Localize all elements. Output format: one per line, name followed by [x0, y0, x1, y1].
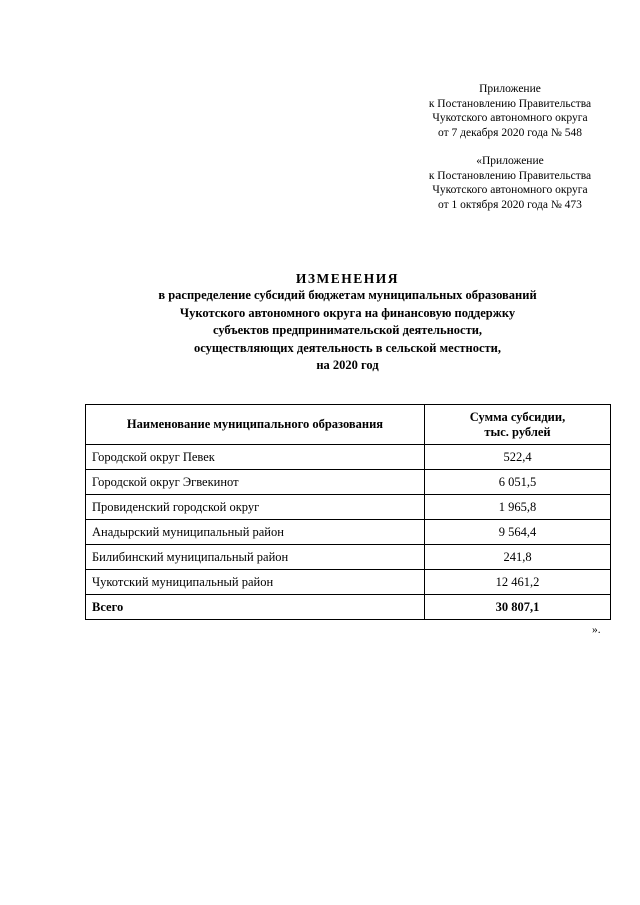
table-total-row	[86, 595, 611, 620]
table-header-row	[86, 405, 611, 445]
municipality-name: Чукотский муниципальный район	[86, 570, 425, 595]
subsidy-amount: 241,8	[425, 545, 611, 570]
total-amount: 30 807,1	[425, 595, 611, 620]
municipality-name: Провиденский городской округ	[86, 495, 425, 520]
subsidy-amount: 12 461,2	[425, 570, 611, 595]
municipality-name: Городской округ Певек	[86, 445, 425, 470]
subsidy-amount: 522,4	[425, 445, 611, 470]
table-row	[86, 570, 611, 595]
annex-line: от 7 декабря 2020 года № 548	[437, 126, 582, 139]
annex-line: Приложение	[479, 83, 541, 95]
municipality-name: Билибинский муниципальный район	[86, 545, 425, 570]
table-row	[86, 495, 611, 520]
municipality-name: Городской округ Эгвекинот	[86, 470, 425, 495]
title-line: в распределение субсидий бюджетам муниципальных образований	[158, 288, 537, 302]
annex-line: от 1 октября 2020 года № 473	[438, 198, 582, 211]
annex-line: к Постановлению Правительства	[428, 97, 592, 110]
total-label: Всего	[86, 595, 425, 620]
table-row	[86, 445, 611, 470]
title-line: на 2020 год	[316, 358, 379, 372]
table-row	[86, 520, 611, 545]
column-header-sum	[425, 405, 611, 445]
subsidy-amount: 1 965,8	[425, 495, 611, 520]
subsidy-amount: 9 564,4	[425, 520, 611, 545]
annex-line: «Приложение	[476, 155, 544, 167]
annex-line: к Постановлению Правительства	[428, 169, 592, 182]
column-header-sum-line: Сумма субсидии,	[469, 409, 566, 424]
column-header-name: Наименование муниципального образования	[86, 405, 425, 445]
title-line: субъектов предпринимательской деятельности,	[212, 323, 483, 337]
document-title	[0, 270, 640, 375]
subsidy-table	[85, 404, 611, 620]
annex-reference-current	[380, 82, 640, 140]
annex-reference-original	[380, 154, 640, 212]
annex-line: Чукотского автономного округа	[432, 112, 588, 124]
municipality-name: Анадырский муниципальный район	[86, 520, 425, 545]
subsidy-amount: 6 051,5	[425, 470, 611, 495]
closing-quote-mark: ».	[592, 624, 601, 636]
title-line: Чукотского автономного округа на финансовую поддержку	[179, 305, 516, 320]
title-heading: ИЗМЕНЕНИЯ	[295, 271, 400, 286]
table-row	[86, 470, 611, 495]
title-line: осуществляющих деятельность в сельской местности,	[194, 340, 501, 355]
column-header-sum-line: тыс. рублей	[484, 424, 551, 439]
table-row	[86, 545, 611, 570]
annex-line: Чукотского автономного округа	[432, 184, 588, 196]
